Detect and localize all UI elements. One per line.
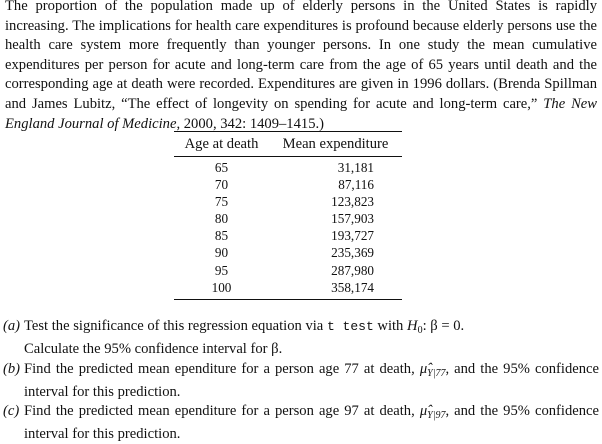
expenditure-cell: 31,181	[337, 160, 374, 175]
table-row	[174, 244, 402, 261]
expenditure-cell: 358,174	[331, 279, 374, 295]
age-cell: 90	[214, 245, 229, 261]
table-row	[174, 227, 402, 244]
table-row	[174, 279, 402, 296]
header-expenditure: Mean expenditure	[282, 136, 389, 152]
mu-hat-symbol: μ̂	[419, 403, 428, 419]
question-c-label: (c)	[3, 403, 20, 419]
age-cell: 75	[214, 194, 229, 210]
question-a-pre: Test the significance of this regression equation via	[24, 318, 324, 334]
hypothesis-rest: : β = 0.	[422, 318, 465, 334]
question-b	[3, 360, 599, 402]
question-c-post: , and the 95% confidence interval for this prediction.	[24, 403, 599, 442]
question-a-line2: Calculate the 95% confidence interval for β.	[24, 341, 283, 357]
age-cell: 70	[214, 177, 229, 193]
question-c-pre: Find the predicted mean ependiture for a person age 97 at death,	[24, 403, 415, 419]
expenditure-cell: 87,116	[338, 177, 374, 193]
age-cell: 80	[214, 211, 229, 227]
table-header	[174, 132, 402, 157]
table-row	[174, 159, 402, 176]
mu-hat-symbol: μ̂	[419, 361, 428, 377]
problem-intro	[5, 0, 597, 134]
age-cell: 95	[214, 262, 229, 278]
question-b-text	[24, 360, 599, 402]
hypothesis-symbol: H	[407, 318, 418, 334]
question-a	[3, 317, 599, 359]
question-a-with: with	[377, 318, 404, 334]
journal-title: The New England Journal of Medicine	[5, 95, 598, 132]
intro-citation-tail: , 2000, 342: 1409–1415.)	[176, 115, 325, 132]
question-c	[3, 402, 599, 444]
mu-hat-subscript: Y|97	[427, 410, 446, 421]
table-row	[174, 262, 402, 279]
expenditure-table	[174, 131, 402, 300]
hypothesis-subscript: 0	[417, 325, 423, 336]
age-cell: 65	[214, 160, 229, 175]
ttest-term: t test	[326, 319, 374, 334]
question-b-pre: Find the predicted mean ependiture for a person age 77 at death,	[24, 361, 415, 377]
expenditure-cell: 235,369	[331, 245, 374, 261]
age-cell: 100	[211, 279, 232, 295]
expenditure-cell: 287,980	[331, 262, 374, 278]
expenditure-cell: 157,903	[331, 211, 374, 227]
question-c-text	[24, 402, 599, 444]
mu-hat-subscript: Y|77	[427, 368, 446, 379]
age-cell: 85	[214, 228, 229, 244]
header-age: Age at death	[184, 136, 259, 152]
table-row	[174, 176, 402, 193]
question-b-label: (b)	[3, 361, 21, 377]
table-body	[174, 157, 402, 299]
question-a-text	[24, 317, 599, 359]
table-row	[174, 210, 402, 227]
intro-text: The proportion of the population made up of elderly persons in the United States is rapidly increasing. The implications for health care expenditures is profound because elderly persons use the health care system more frequently than younger persons. In one study the mean cumulative expenditures per person for acute and long-term care from the age of 65 years until death and the corresponding age at death were recorded. Expenditures are given in 1996 dollars. (Brenda Spillman and James Lubitz, “The effect of longevity on spending for acute and long-term care,”	[5, 0, 597, 112]
expenditure-cell: 123,823	[331, 194, 374, 210]
question-b-post: , and the 95% confidence interval for this prediction.	[24, 361, 599, 400]
table-row	[174, 193, 402, 210]
expenditure-cell: 193,727	[331, 228, 374, 244]
question-a-label: (a)	[3, 318, 21, 334]
